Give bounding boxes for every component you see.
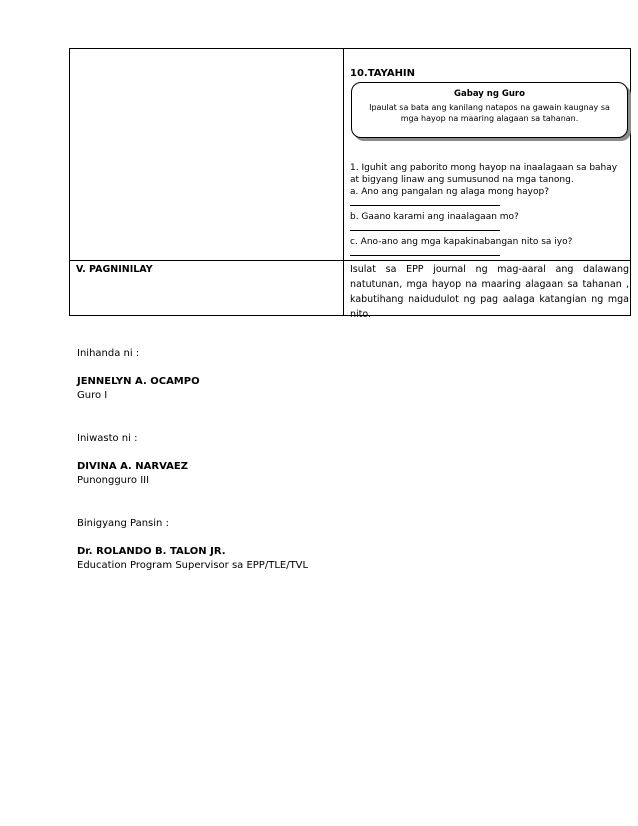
signatory-title: Punongguro III [77,475,150,486]
answer-line-c [350,255,500,256]
signatory-label: Binigyang Pansin : [77,518,169,529]
signatory-title: Guro I [77,390,108,401]
section-heading: 10.TAYAHIN [350,68,416,79]
teacher-guide-title: Gabay ng Guro [454,89,525,99]
signatory-label: Inihanda ni : [77,348,140,359]
question-a: a. Ano ang pangalan ng alaga mong hayop? [350,187,549,197]
signatory-prepared [77,348,477,401]
question-intro: 1. Iguhit ang paborito mong hayop na inaalagaan sa bahay at bigyang linaw ang sumusunod na mga tanong. [350,163,618,185]
teacher-guide-box [351,82,628,138]
assessment-questions [350,162,625,261]
reflection-label: V. PAGNINILAY [76,264,153,275]
question-c: c. Ano-ano ang mga kapakinabangan nito sa iyo? [350,237,573,247]
signatory-name: DIVINA A. NARVAEZ [77,461,188,472]
signatory-name: Dr. ROLANDO B. TALON JR. [77,546,226,557]
answer-line-b [350,230,500,231]
signatory-checked [77,433,477,486]
answer-line-a [350,205,500,206]
signatory-noted [77,518,477,571]
teacher-guide-body: Ipaulat sa bata ang kanilang natapos na gawain kaugnay sa mga hayop na maaring alagaan sa tahanan. [369,103,610,123]
signatory-title: Education Program Supervisor sa EPP/TLE/TVL [77,560,309,571]
lesson-table [69,48,631,320]
table-column-divider [343,49,344,315]
signatory-name: JENNELYN A. OCAMPO [77,376,200,387]
question-b: b. Gaano karami ang inaalagaan mo? [350,212,519,222]
signatory-label: Iniwasto ni : [77,433,138,444]
reflection-text: Isulat sa EPP journal ng mag-aaral ang dalawang natutunan, mga hayop na maaring alagaan sa tahanan , kabutihang naidudulot ng pag aalaga katangian ng mga nito. [350,264,629,320]
